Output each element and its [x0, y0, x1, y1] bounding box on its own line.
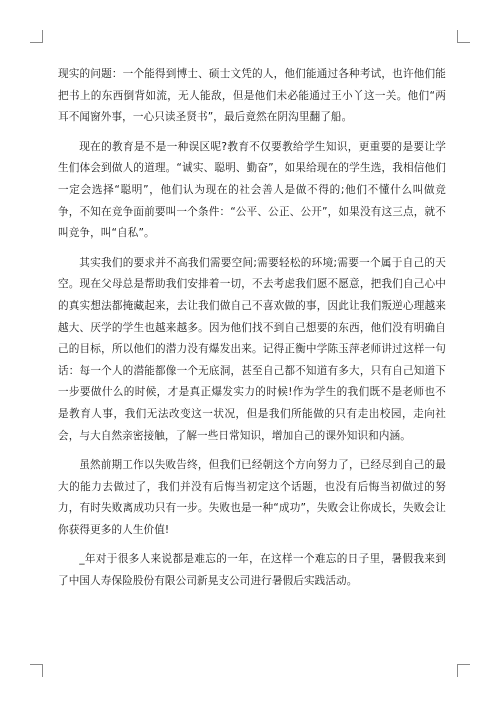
crop-mark-top-left: [30, 30, 43, 43]
crop-mark-bottom-right: [457, 664, 470, 677]
crop-mark-top-right: [457, 30, 470, 43]
crop-mark-bottom-left: [30, 664, 43, 677]
paragraph-3: 其实我们的要求并不高我们需要空间;需要轻松的环境;需要一个属于自己的天空。现在父母总是帮助我们安排着一切，不去考虑我们愿不愿意，把我们自己心中的真实想法都掩藏起来，去让我们做自己不喜欢做的事，因此让我们叛逆心理越来越大、厌学的学生也越来越多。因为他们找不到自己想要的东西，他们没有明确自己的目标，所以他们的潜力没有爆发出来。记得正衡中学陈玉萍老师讲过这样一句话：每一个人的潜能都像一个无底洞，甚至自己都不知道有多大，只有自己知道下一步要做什么的时候，才是真正爆发实力的时候!作为学生的我们既不是老师也不是教育人事，我们无法改变这一状况，但是我们所能做的只有走出校园，走向社会，与大自然亲密接触，了解一些日常知识，增加自己的课外知识和内涵。: [58, 256, 446, 442]
paragraph-1: 现实的问题：一个能得到博士、硕士文凭的人，他们能通过各种考试，也许他们能把书上的东西倒背如流，无人能敌，但是他们未必能通过王小丫这一关。他们“两耳不闻窗外事，一心只读圣贤书”，最后竟然在阴沟里翻了船。: [58, 68, 446, 124]
paragraph-4: 虽然前期工作以失败告终，但我们已经朝这个方向努力了，已经尽到自己的最大的能力去做过了，我们并没有后悔当初定这个话题，也没有后悔当初做过的努力，有时失败离成功只有一步。失败也是一种“成功”，失败会让你成长，失败会让你获得更多的人生价值!: [58, 459, 446, 536]
paragraph-5: _年对于很多人来说都是难忘的一年，在这样一个难忘的日子里，暑假我来到了中国人寿保险股份有限公司新晃支公司进行暑假后实践活动。: [58, 553, 446, 588]
document-body: [58, 64, 446, 601]
paragraph-2: 现在的教育是不是一种误区呢?教育不仅要教给学生知识，更重要的是要让学生们体会到做人的道理。“诚实、聪明、勤奋”，如果给现在的学生选，我相信他们一定会选择“聪明”，他们认为现在的社会善人是做不得的;他们不懂什么叫做竞争，不知在竞争面前要叫一个条件：“公平、公正、公开”，如果没有这三点，就不叫竞争，叫“自私”。: [58, 140, 446, 240]
